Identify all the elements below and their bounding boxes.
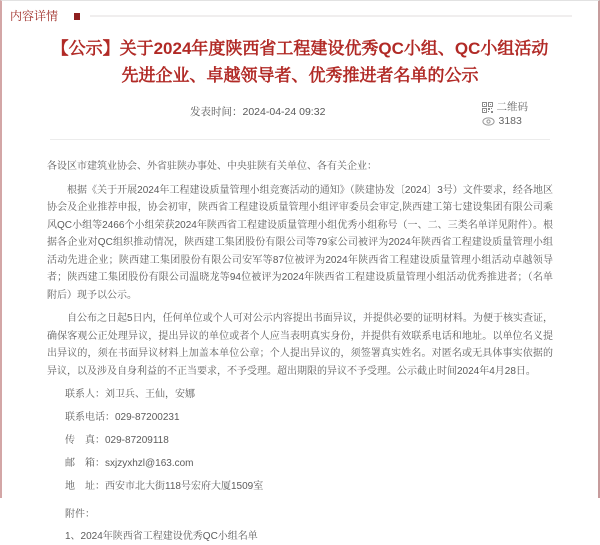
contact-fax: 传 真：029-87209118 [65,435,169,446]
attachment-link-1[interactable]: 1、2024年陕西省工程建设优秀QC小组名单 [65,531,258,542]
publish-time [190,104,325,119]
qrcode-label: 二维码 [496,101,528,113]
page-title-line-1: 【公示】关于2024年度陕西省工程建设优秀QC小组、QC小组活动 [51,39,549,58]
qr-views-block [482,101,529,128]
views-row [482,115,529,128]
qrcode-row[interactable] [482,101,529,114]
section-label[interactable]: 内容详情 [10,9,59,23]
body-paragraph-2: 自公布之日起5日内，任何单位或个人可对公示内容提出书面异议，并提供必要的证明材料。为便于核实查证，确保客观公正处理异议，提出异议的单位或者个人应当表明真实身份，并提供有效联系电话和地址。以单位名义提出异议的，须在书面异议材料上加盖本单位公章；个人提出异议的，须签署真实姓名。对匿名或无具体事实依据的异议，以及涉及自身利益的不正当要求，不予受理。超出期限的异议不予受理。公示截止时间2024年4月28日。 [47,313,553,377]
header-divider-line [90,15,572,17]
qrcode-icon [482,102,493,113]
contact-email: 邮 箱：sxjzyxhzl@163.com [65,458,194,469]
body-paragraph-1: 根据《关于开展2024年工程建设质量管理小组竞赛活动的通知》（陕建协发〔2024〕3号）文件要求，经各地区协会及企业推荐申报，协会初审，陕西省工程建设质量管理小组评审委员会审定,陕西建工第七建设集团有限公司乘风QC小组等2466个小组荣获2024年陕西省工程建设质量管理小组优秀小组称号（一、二、三类名单详见附件）。根据各企业对QC组织推动情况，陕西建工集团股份有限公司等79家公司被评为2024年陕西省工程建设质量管理小组活动先进企业；陕西建工集团股份有限公司安军等87位被评为2024年陕西省工程建设质量管理小组活动卓越领导者；陕西建工集团股份有限公司温晓龙等94位被评为2024年陕西省工程建设质量管理小组活动优秀推进者；（名单附后）现予以公示。 [47,184,553,301]
attachments-label: 附件： [65,509,95,520]
eye-icon [482,117,495,126]
meta-row [2,101,598,131]
contact-phone: 联系电话：029-87200231 [65,412,180,423]
publish-time-value: 2024-04-24 09:32 [242,106,326,118]
view-count: 3183 [498,115,522,127]
page-title [2,35,598,89]
page-title-line-2: 先进企业、卓越领导者、优秀推进者名单的公示 [121,66,479,85]
contact-address: 地 址：西安市北大街118号宏府大厦1509室 [65,481,264,492]
article-body [2,140,598,545]
salutation: 各设区市建筑业协会、外省驻陕办事处、中央驻陕有关单位、各有关企业： [47,161,377,172]
section-marker-square [74,13,80,20]
contact-person: 联系人：刘卫兵、王仙，安娜 [65,389,195,400]
section-header [2,1,598,23]
publish-time-label: 发表时间： [190,106,243,118]
